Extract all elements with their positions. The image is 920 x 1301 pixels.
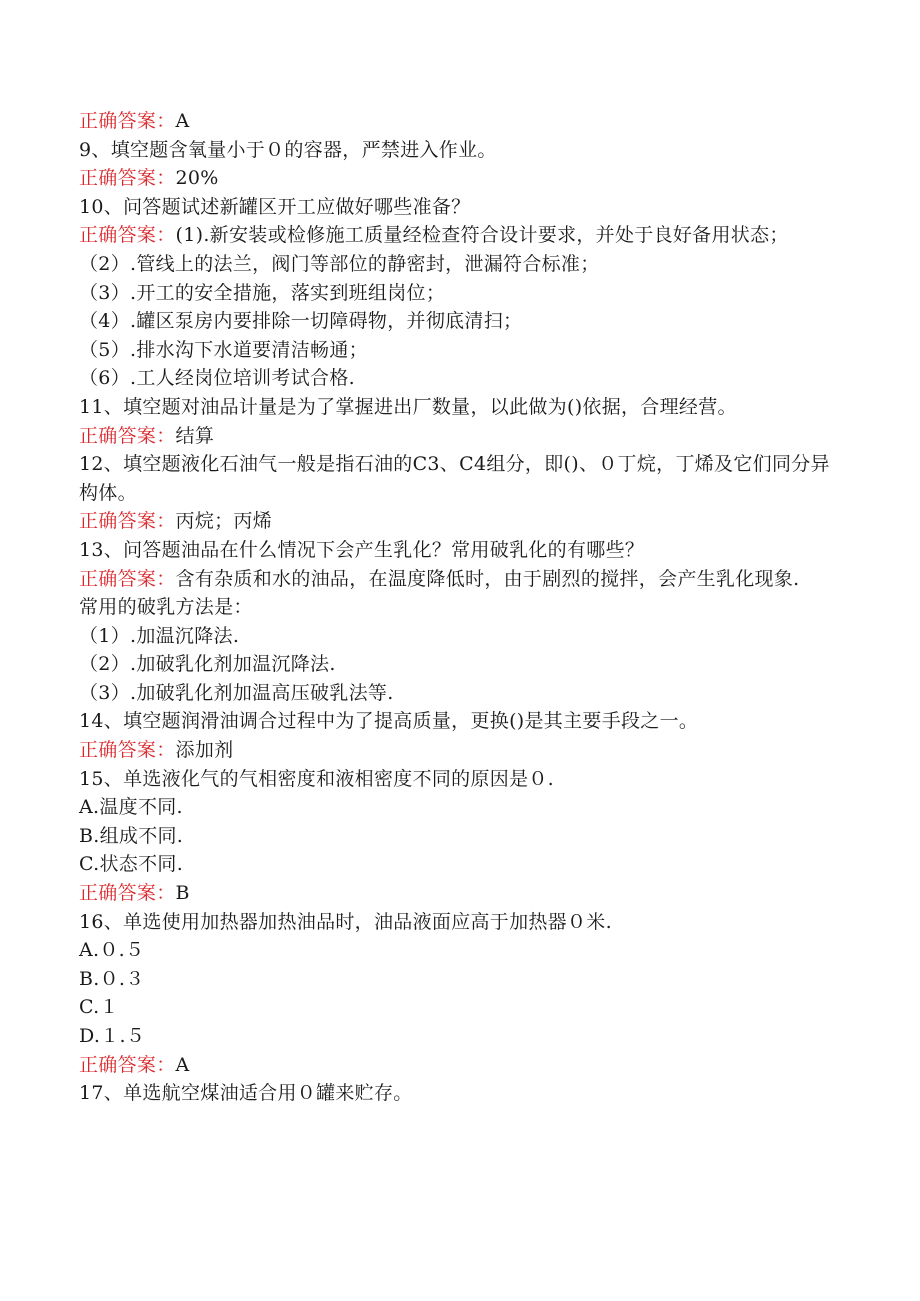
answer-line [79, 164, 839, 193]
option-line: D.１.５ [79, 1025, 146, 1047]
answer-value: (1).新安装或检修施工质量经检查符合设计要求，并处于良好备用状态； [175, 224, 789, 247]
answer-label: 正确答案： [79, 510, 176, 533]
answer-line [79, 565, 839, 594]
answer-value: 添加剂 [175, 739, 234, 762]
answer-detail-line: （6）.工人经岗位培训考试合格. [79, 367, 355, 390]
answer-label: 正确答案： [79, 882, 176, 905]
answer-value: 结算 [175, 424, 215, 447]
option-line: C.１ [79, 996, 119, 1019]
answer-label: 正确答案： [79, 110, 176, 132]
question-line: 14、填空题润滑油调合过程中为了提高质量，更换()是其主要手段之一。 [79, 710, 699, 733]
answer-value: 含有杂质和水的油品，在温度降低时，由于剧烈的搅拌，会产生乳化现象. [175, 567, 800, 590]
question-line: 11、填空题对油品计量是为了掌握进出厂数量，以此做为()依据，合理经营。 [79, 395, 737, 418]
question-line: 9、填空题含氧量小于０的容器，严禁进入作业。 [79, 138, 497, 161]
answer-label: 正确答案： [79, 167, 176, 190]
question-line: 16、单选使用加热器加热油品时，油品液面应高于加热器０米. [79, 910, 612, 933]
option-line: B.组成不同. [79, 824, 184, 847]
answer-detail-line: （3）.加破乳化剂加温高压破乳法等. [79, 681, 394, 704]
question-line: 15、单选液化气的气相密度和液相密度不同的原因是０. [79, 767, 555, 790]
answer-label: 正确答案： [79, 224, 176, 247]
option-line: B.０.３ [79, 967, 145, 990]
document-body [79, 107, 839, 1108]
answer-label: 正确答案： [79, 424, 176, 447]
answer-line [79, 507, 839, 536]
answer-value: A [175, 1053, 190, 1076]
option-line: A.０.５ [79, 939, 145, 962]
answer-value: 20% [175, 167, 219, 190]
option-line: C.状态不同. [79, 853, 184, 876]
answer-label: 正确答案： [79, 1053, 176, 1076]
answer-label: 正确答案： [79, 567, 176, 590]
answer-line [79, 1051, 839, 1080]
question-line: 12、填空题液化石油气一般是指石油的C3、C4组分，即()、０丁烷，丁烯及它们同分异构体。 [79, 453, 830, 504]
answer-detail-line: （5）.排水沟下水道要清洁畅通； [79, 338, 368, 361]
answer-line [79, 422, 839, 451]
answer-line [79, 879, 839, 908]
answer-label: 正确答案： [79, 739, 176, 762]
answer-detail-line: （1）.加温沉降法. [79, 624, 240, 647]
answer-detail-line: （4）.罐区泵房内要排除一切障碍物，并彻底清扫； [79, 310, 523, 333]
answer-line [79, 221, 839, 250]
answer-line [79, 736, 839, 765]
option-line: A.温度不同. [79, 796, 183, 819]
question-line: 17、单选航空煤油适合用０罐来贮存。 [79, 1082, 413, 1105]
answer-detail-line: （3）.开工的安全措施，落实到班组岗位； [79, 281, 446, 304]
answer-value: 丙烷；丙烯 [175, 510, 273, 533]
question-line: 10、问答题试述新罐区开工应做好哪些准备？ [79, 195, 471, 218]
question-line: 13、问答题油品在什么情况下会产生乳化？常用破乳化的有哪些？ [79, 538, 645, 561]
answer-detail-line: 常用的破乳方法是： [79, 596, 253, 619]
answer-detail-line: （2）.加破乳化剂加温沉降法. [79, 653, 336, 676]
answer-value: A [175, 110, 190, 132]
answer-line [79, 107, 839, 136]
answer-detail-line: （2）.管线上的法兰，阀门等部位的静密封，泄漏符合标准； [79, 252, 600, 275]
answer-value: B [175, 882, 190, 905]
